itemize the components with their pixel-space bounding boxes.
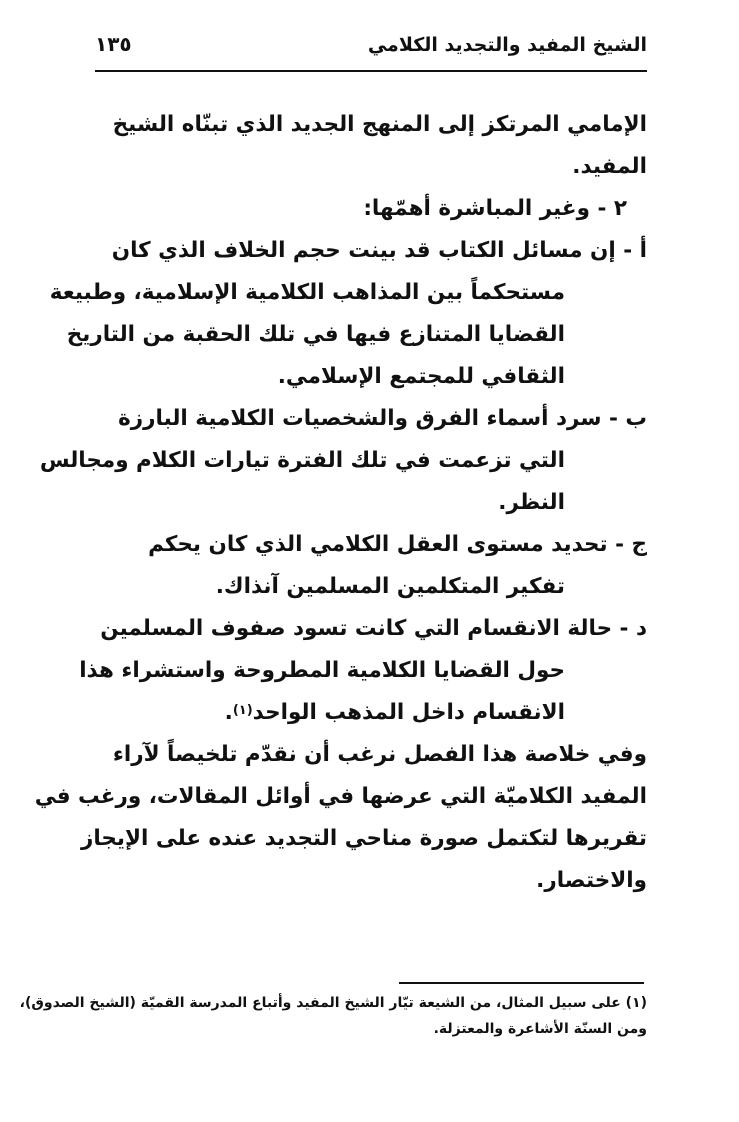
text-line: المفيد. [572, 154, 647, 179]
footnote [19, 990, 647, 1042]
text-line: ج - تحديد مستوى العقل الكلامي الذي كان يحكم [148, 532, 647, 557]
text-line: د - حالة الانقسام التي كانت تسود صفوف المسلمين [100, 616, 647, 641]
line-end-period: . [224, 700, 233, 725]
text-line-with-footnote [95, 692, 647, 734]
main-text [34, 104, 647, 902]
header-rule [95, 70, 647, 72]
text-line: ٢ - وغير المباشرة أهمّها: [363, 196, 627, 221]
text-line: التي تزعمت في تلك الفترة تيارات الكلام ومجالس [39, 448, 565, 473]
text-line: والاختصار. [536, 868, 647, 893]
text-line: القضايا المتنازع فيها في تلك الحقبة من التاريخ [66, 322, 565, 347]
running-title: الشيخ المفيد والتجديد الكلامي [367, 34, 647, 56]
footnote-reference[interactable]: (١) [232, 703, 253, 718]
text-line: وفي خلاصة هذا الفصل نرغب أن نقدّم تلخيصاً لآراء [112, 742, 647, 767]
footnote-separator [399, 982, 644, 984]
footnote-line: ومن السنّة الأشاعرة والمعتزلة. [433, 1021, 647, 1037]
text-line: تفكير المتكلمين المسلمين آنذاك. [215, 574, 565, 599]
text-line: أ - إن مسائل الكتاب قد بينت حجم الخلاف الذي كان [111, 238, 647, 263]
text-line: الإمامي المرتكز إلى المنهج الجديد الذي تبنّاه الشيخ [112, 112, 647, 137]
text-line: المفيد الكلاميّة التي عرضها في أوائل المقالات، ورغب في [34, 784, 647, 809]
text-line-content: الانقسام داخل المذهب الواحد [252, 700, 565, 725]
text-line: النظر. [498, 490, 565, 515]
footnote-line: (١) على سبيل المثال، من الشيعة تيّار الشيخ المفيد وأتباع المدرسة القميّة (الشيخ الصدوق)، [19, 995, 647, 1011]
text-line: مستحكماً بين المذاهب الكلامية الإسلامية، وطبيعة [49, 280, 565, 305]
text-line: حول القضايا الكلامية المطروحة واستشراء هذا [79, 658, 565, 683]
text-line: تقريرها لتكتمل صورة مناحي التجديد عنده على الإيجاز [80, 826, 647, 851]
page-header [95, 28, 647, 68]
page-number: ١٣٥ [95, 32, 132, 56]
text-line: ب - سرد أسماء الفرق والشخصيات الكلامية البارزة [118, 406, 647, 431]
text-line: الثقافي للمجتمع الإسلامي. [277, 364, 565, 389]
